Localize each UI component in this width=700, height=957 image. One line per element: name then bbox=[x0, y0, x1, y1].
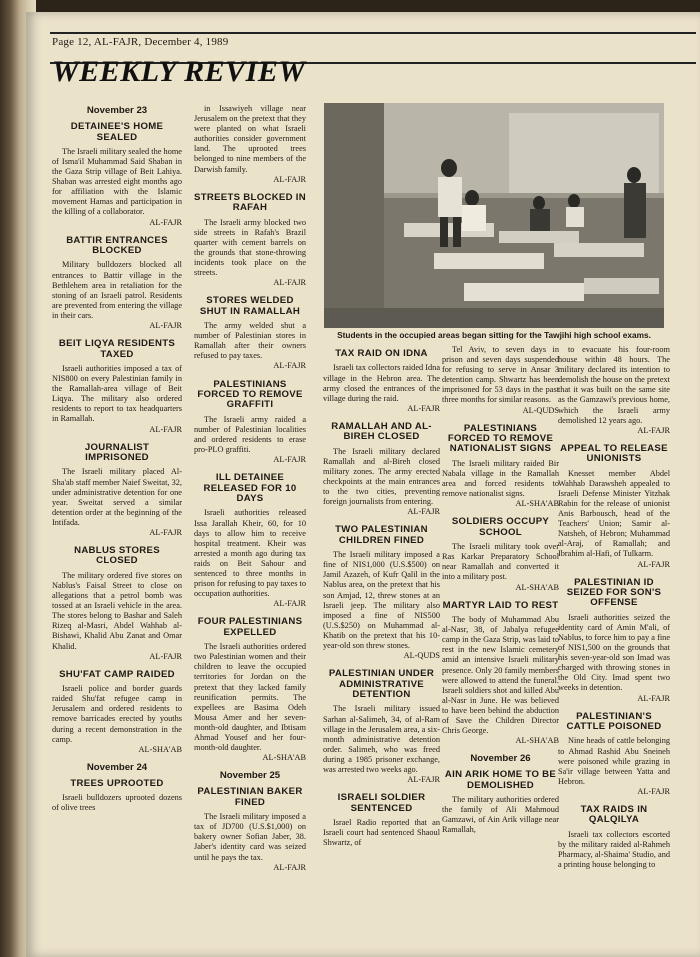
article-body: The Israeli military issued Sarhan al-Salimeh, 34, of al-Ram village in the Jerusalem area, a six-month administrative detention order. Salimeh, who was freed during a 1985 prisoner exchange, was arrested two weeks ago. bbox=[323, 704, 440, 774]
article-body: The Israeli military took over Ras Karkar Preparatory School near Ramallah and converted it into a military post. bbox=[442, 542, 559, 582]
article-source: AL-QUDS bbox=[403, 651, 440, 661]
article-headline: JOURNALIST IMPRISONED bbox=[84, 441, 150, 463]
article-headline: NABLUS STORES CLOSED bbox=[74, 545, 160, 567]
article-source: AL-FAJR bbox=[273, 455, 306, 465]
article-body: The Israeli military placed Al-Sha'ab staff member Naief Sweitat, 32, under administrative detention for one year. Sweitat served a similar detention order at the beginning of the Intifada. bbox=[52, 467, 182, 527]
article-body: The body of Muhammad Abu al-Nasr, 38, of Jabalya refugee camp in the Gaza Strip, was laid to rest in the new Islamic cemetery amid an intensive Israeli military presence. Only 20 family members were allowed to attend the funeral. Israeli soldiers shot and killed Abu al-Nasr in June. He was believed to have been behind the abduction of Save the Children Director Chris George. bbox=[442, 615, 559, 736]
article-source: AL-FAJR bbox=[273, 862, 306, 872]
article-source: AL-FAJR bbox=[273, 278, 306, 288]
article-body: Israeli authorities released Issa Jarallah Kheir, 60, for 10 days to allow him to receive hospital treatment. Kheir was arrested a month ago during tax raids on Beit Sahour and sentenced to three months in prison for refusing to pay taxes to occupation authorities. bbox=[194, 508, 306, 599]
article-source: AL-FAJR bbox=[149, 527, 182, 537]
article-source: AL-FAJR bbox=[149, 217, 182, 227]
article-headline: TREES UPROOTED bbox=[70, 777, 164, 789]
article-headline: APPEAL TO RELEASE UNIONISTS bbox=[560, 442, 668, 465]
top-rule bbox=[50, 32, 696, 34]
article-body: in Issawiyeh village near Jerusalem on the pretext that they were planted on what Israeli authorities consider government land. The uprooted trees belonged to nine members of the Darwish family. bbox=[194, 104, 306, 174]
article-body: The Israeli military sealed the home of Isma'il Muhammad Said Shaban in the Gaza Strip village of Beit Lahiya. Shaban was arrested eight months ago for affiliation with the Islamic movement Hamas and participation in the killing of a collaborator. bbox=[52, 146, 182, 217]
article-headline: SHU'FAT CAMP RAIDED bbox=[59, 668, 175, 680]
article-source: AL-FAJR bbox=[149, 321, 182, 331]
article-body: The Israeli military raided Bir Nabala village in the Ramallah area and forced residents to remove nationalist signs. bbox=[442, 458, 559, 499]
column-1 bbox=[52, 104, 182, 813]
article-headline: PALESTINIAN BAKER FINED bbox=[197, 786, 303, 808]
column-2 bbox=[194, 104, 306, 881]
article-body: Israeli authorities seized the identity card of Amin M'ali, of Nablus, to force him to pay a fine of NIS1,500 on the grounds that his seven-year-old son Imad was charged with throwing stones in the Old City. Imad spent two weeks in detention. bbox=[558, 612, 670, 693]
article-headline: PALESTINIANS FORCED TO REMOVE NATIONALIST SIGNS bbox=[447, 422, 554, 455]
article-source: AL-SHA'AB bbox=[138, 744, 182, 754]
date-heading: November 23 bbox=[86, 105, 148, 116]
article-body: The Israeli military declared Ramallah and al-Bireh closed military zones. The army erected checkpoints at the main entrances to the two cities, preventing foreign journalists from entering. bbox=[323, 446, 440, 507]
article-headline: PALESTINIANS FORCED TO REMOVE GRAFFITI bbox=[197, 378, 303, 411]
classroom-exam-photo bbox=[324, 103, 664, 328]
article-body: Israeli tax collectors escorted by the military raided al-Rahmeh Pharmacy, al-Shaima' Studio, and a printing house belonging to bbox=[558, 829, 670, 870]
article-body: Israeli authorities imposed a tax of NIS800 on every Palestinian family in the Ramallah-area village of Beit Liqya. The military also ordered residents to report to tax headquarters in Ramallah. bbox=[52, 363, 182, 424]
article-body: to evacuate his four-room house within 48 hours. The military declared its intention to demolish the house on the pretext that it was built on the same site as the Gamzawi's previous home, which the Israeli army demolished 12 years ago. bbox=[558, 345, 670, 425]
section-masthead: WEEKLY REVIEW bbox=[52, 55, 306, 88]
article-source: AL-FAJR bbox=[407, 775, 440, 785]
date-heading: November 25 bbox=[219, 770, 281, 782]
column-3 bbox=[323, 345, 440, 848]
article-body: Military bulldozers blocked all entrances to Battir village in the Bethlehem area in retaliation for the stoning of an Israeli patrol. Residents are prevented from entering the village in their cars. bbox=[52, 260, 182, 320]
article-headline: TWO PALESTINIAN CHILDREN FINED bbox=[335, 524, 428, 546]
article-headline: TAX RAID ON IDNA bbox=[335, 348, 428, 359]
article-headline: STREETS BLOCKED IN RAFAH bbox=[194, 191, 307, 214]
column-5 bbox=[558, 345, 670, 870]
article-source: AL-FAJR bbox=[273, 599, 306, 609]
date-heading: November 26 bbox=[470, 753, 531, 765]
article-body: The army welded shut a number of Palestinian stores in Ramallah after their owners refused to pay taxes. bbox=[194, 321, 306, 361]
article-headline: PALESTINIAN UNDER ADMINISTRATIVE DETENTION bbox=[328, 668, 435, 700]
article-body: The Israeli military imposed a tax of JD700 (U.S.$1,000) on bakery owner Sofian Jaber, 38. Jaber's identity card was seized until he pays the tax. bbox=[194, 812, 306, 862]
article-body: Knesset member Abdel Wahhab Darawsheh appealed to Israeli Defense Minister Yitzhak Rabin for the release of unionist Anis Barbousch, head of the Teachers' Union; Samir al-Natsheh, of Hebron; Muhammad al-Araj, of Ramallah; and Ibrahim al-Hafi, of Tulkarm. bbox=[558, 468, 670, 559]
article-source: AL-SHA'AB bbox=[515, 582, 559, 592]
article-source: AL-SHA'AB bbox=[262, 753, 306, 763]
article-headline: TAX RAIDS IN QALQILYA bbox=[580, 804, 648, 826]
article-body: Nine heads of cattle belonging to Ahmad Rashid Abu Sneineh were poisoned while grazing in Sa'ir village between Yatta and Hebron. bbox=[558, 736, 670, 786]
article-body: Tel Aviv, to seven days in prison and seven days suspended for refusing to serve in Ansar 3 detention camp. Shwartz has been imprisoned for 53 days in the past three months for similar reasons. bbox=[442, 345, 559, 405]
article-body: The Israeli army blocked two side streets in Rafah's Brazil quarter with cement barrels on the grounds that stone-throwing incidents took place on the streets. bbox=[194, 217, 306, 278]
article-body: Israeli police and border guards raided Shu'fat refugee camp in Jerusalem and ordered residents to remove barricades erected by youths during a recent demonstration in the camp. bbox=[52, 684, 182, 744]
article-body: The Israeli authorities ordered two Palestinian women and their children to leave the occupied territories for Jordan on the pretext that they lacked family reunification permits. The expellees are Basima Odeh Mousa Amer and her seven-month-old daughter, and Ibtisam Ahmad Yousef and her four-month-old daughter. bbox=[194, 642, 306, 753]
article-headline: ILL DETAINEE RELEASED FOR 10 DAYS bbox=[203, 472, 297, 504]
date-heading: November 24 bbox=[86, 761, 148, 773]
article-headline: BATTIR ENTRANCES BLOCKED bbox=[66, 234, 168, 257]
photo-caption: Students in the occupied areas began sitting for the Tawjihi high school exams. bbox=[337, 330, 651, 340]
article-source: AL-FAJR bbox=[407, 507, 440, 517]
article-body: The military authorities ordered the family of Ali Mahmoud Gamzawi, of Ain Arik village near Ramallah, bbox=[442, 795, 559, 835]
article-source: AL-SHA'AB bbox=[515, 736, 559, 746]
article-source: AL-FAJR bbox=[637, 425, 670, 435]
article-headline: ISRAELI SOLDIER SENTENCED bbox=[337, 792, 426, 814]
page-header-line: Page 12, AL-FAJR, December 4, 1989 bbox=[52, 36, 229, 48]
article-body: Israeli bulldozers uprooted dozens of olive trees bbox=[52, 793, 182, 813]
article-source: AL-SHA'AB bbox=[515, 499, 559, 509]
article-source: AL-FAJR bbox=[149, 651, 182, 661]
article-source: AL-FAJR bbox=[149, 424, 182, 434]
article-source: AL-FAJR bbox=[637, 559, 670, 569]
article-headline: BEIT LIQYA RESIDENTS TAXED bbox=[58, 338, 176, 360]
article-body: The Israeli military imposed a fine of NIS1,000 (U.S.$500) on Jamil Azazeh, of Kufr Qalil in the Nablus area, on the pretext that his son Amjad, 12, threw stones at an Israeli jeep. The military also imposed a fine of NIS500 (U.S.$250) on Muhammad al-Khatib on the pretext that his 10-year-old son threw stones. bbox=[323, 550, 440, 650]
article-headline: MARTYR LAID TO REST bbox=[442, 599, 559, 611]
article-source: AL-FAJR bbox=[637, 786, 670, 796]
article-headline: FOUR PALESTINIANS EXPELLED bbox=[197, 616, 303, 638]
article-headline: SOLDIERS OCCUPY SCHOOL bbox=[451, 516, 550, 538]
article-source: AL-FAJR bbox=[637, 693, 670, 703]
article-headline: AIN ARIK HOME TO BE DEMOLISHED bbox=[444, 769, 557, 791]
article-body: The Israeli army raided a number of Palestinian localities and ordered residents to erase pro-PLO graffiti. bbox=[194, 414, 306, 454]
article-headline: PALESTINIAN'S CATTLE POISONED bbox=[566, 710, 662, 733]
column-4 bbox=[442, 345, 559, 836]
article-body: Israel Radio reported that an Israeli court had sentenced Shaoul Shwartz, of bbox=[323, 817, 440, 848]
article-source: AL-FAJR bbox=[273, 361, 306, 371]
article-body: Israeli tax collectors raided Idna village in the Hebron area. The army closed the entrances of the village during the raid. bbox=[323, 363, 440, 403]
article-headline: DETAINEE'S HOME SEALED bbox=[70, 121, 164, 143]
article-source: AL-QUDS bbox=[522, 405, 559, 415]
photo-illustration bbox=[324, 103, 664, 328]
article-headline: STORES WELDED SHUT IN RAMALLAH bbox=[199, 295, 301, 317]
article-source: AL-FAJR bbox=[407, 403, 440, 413]
article-body: The military ordered five stores on Nablus's Faisal Street to close on allegations that a petrol bomb was tossed at an Israeli vehicle in the area. The stores belong to Bashar and Saleh Rizeq al-Masri, Abdel Wahhab al-Bishawi, Khalid Abu Zanat and Omar Khalid. bbox=[52, 570, 182, 651]
article-headline: RAMALLAH AND AL-BIREH CLOSED bbox=[331, 420, 432, 443]
article-headline: PALESTINIAN ID SEIZED FOR SON'S OFFENSE bbox=[566, 576, 662, 609]
article-source: AL-FAJR bbox=[273, 174, 306, 184]
